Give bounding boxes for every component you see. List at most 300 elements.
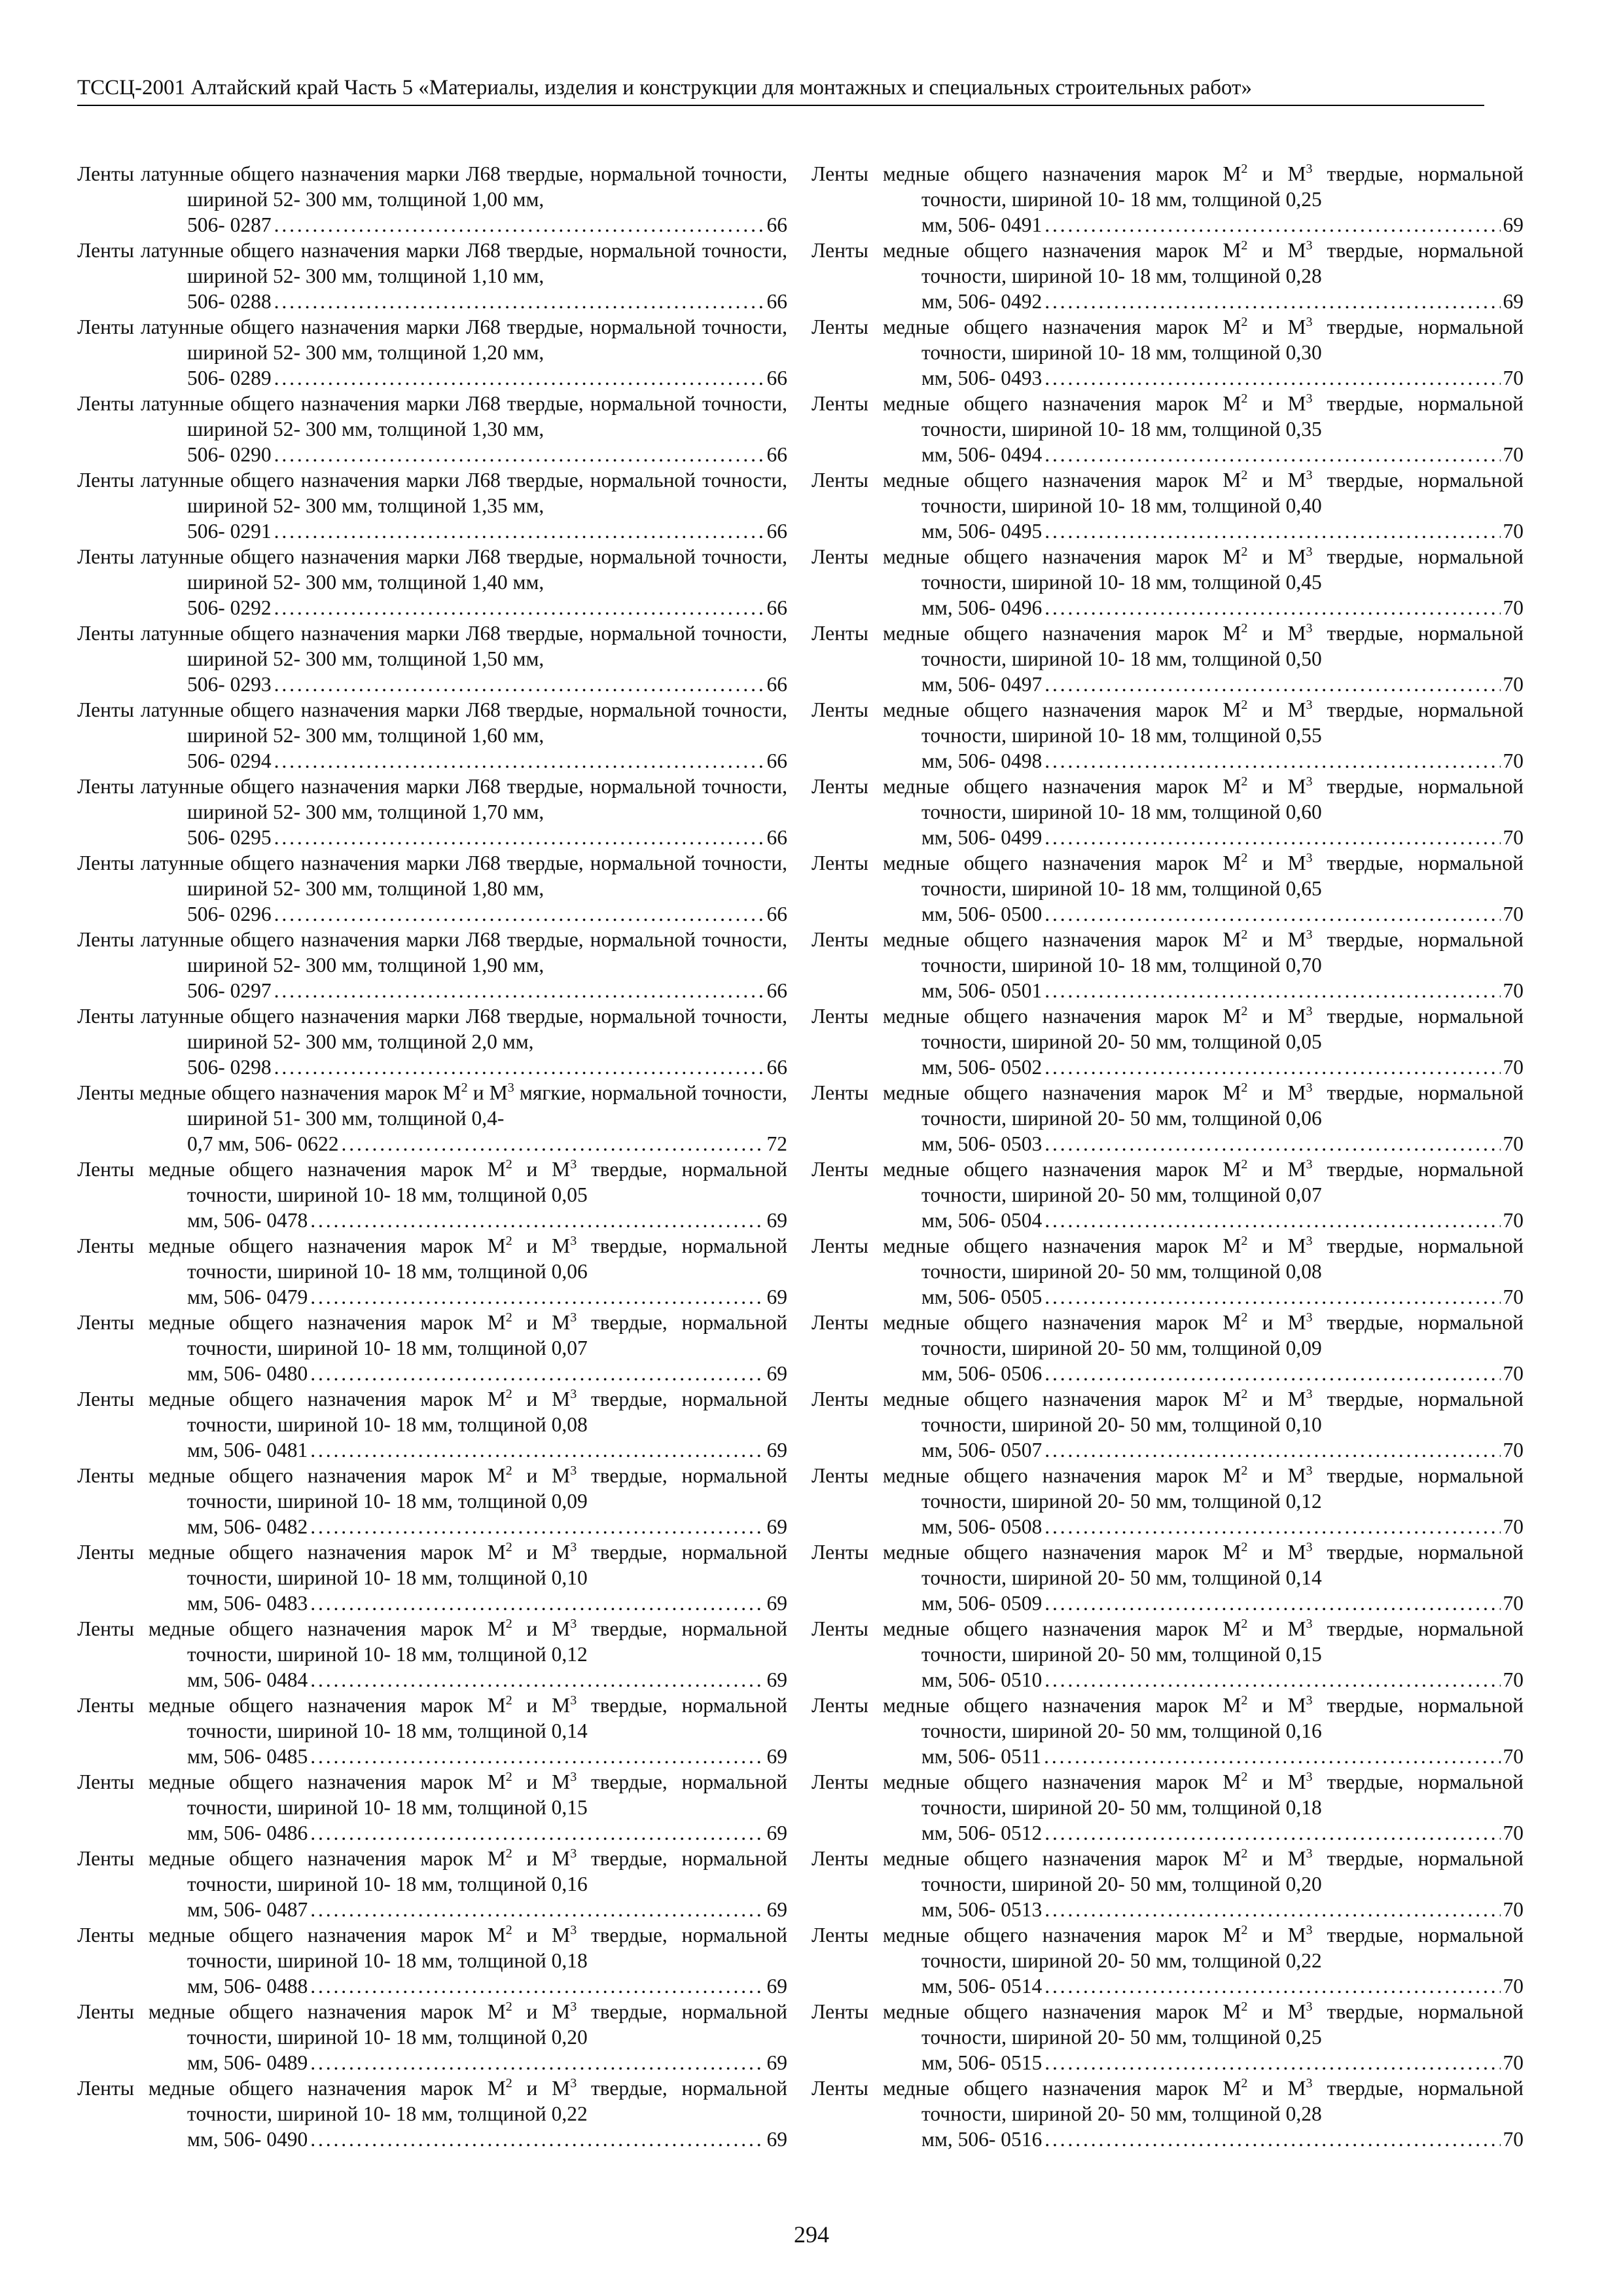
index-entry [812,927,1524,1003]
dot-leader [1044,1437,1500,1463]
entry-code: мм, 506- 0510 [921,1668,1043,1691]
entry-description: Ленты медные общего назначения марок $М^2$ и $М^3$ твердые, нормальной точности, шириной 20- 50 мм, толщиной 0,18 [812,1770,1524,1819]
page-number: 294 [794,2221,829,2248]
entry-page-ref: 69 [766,1898,787,1921]
entry-reference-line [921,1437,1524,1463]
index-entry [77,774,787,850]
entry-code: мм, 506- 0493 [921,367,1043,389]
entry-reference-line [921,442,1524,467]
dot-leader [1044,1208,1500,1233]
entry-description: Ленты латунные общего назначения марки Л68 твердые, нормальной точности, шириной 52- 300 мм, толщиной 1,90 мм, [77,928,787,977]
index-entry [77,1693,787,1769]
entry-description: Ленты медные общего назначения марок $М^2$ и $М^3$ твердые, нормальной точности, шириной 10- 18 мм, толщиной 0,40 [812,468,1524,517]
entry-reference-line [921,518,1524,544]
entry-page-ref: 66 [766,749,787,772]
entry-description: Ленты медные общего назначения марок $М^2$ и $М^3$ твердые, нормальной точности, шириной 10- 18 мм, толщиной 0,50 [812,621,1524,670]
index-entry [77,1922,787,1999]
dot-leader [1044,901,1500,927]
entry-description: Ленты медные общего назначения марок $М^2$ и $М^3$ твердые, нормальной точности, шириной 10- 18 мм, толщиной 0,07 [77,1310,787,1359]
entry-description: Ленты медные общего назначения марок $М^2$ и $М^3$ твердые, нормальной точности, шириной 10- 18 мм, толщиной 0,22 [77,2076,787,2125]
entry-reference-line [921,1590,1524,1616]
entry-code: мм, 506- 0514 [921,1975,1043,1998]
entry-page-ref: 70 [1503,1668,1524,1691]
entry-code: 506- 0296 [187,903,272,925]
index-entry [812,1157,1524,1233]
entry-code: мм, 506- 0485 [187,1745,308,1768]
entry-page-ref: 70 [1503,1132,1524,1155]
entry-description: Ленты медные общего назначения марок $М^2$ и $М^3$ мягкие, нормальной точности, шириной 51- 300 мм, толщиной 0,4- [77,1081,788,1130]
index-entry [77,697,787,774]
dot-leader [274,672,764,697]
entry-code: 506- 0295 [187,826,272,849]
entry-reference-line [187,1054,787,1080]
entry-code: мм, 506- 0495 [921,520,1043,543]
entry-description: Ленты медные общего назначения марок $М^2$ и $М^3$ твердые, нормальной точности, шириной 10- 18 мм, толщиной 0,14 [77,1693,787,1742]
entry-reference-line [187,442,787,467]
entry-page-ref: 70 [1503,1975,1524,1998]
entry-reference-line [921,1973,1524,1999]
entry-description: Ленты медные общего назначения марок $М^2$ и $М^3$ твердые, нормальной точности, шириной 10- 18 мм, толщиной 0,18 [77,1923,787,1972]
entry-code: 506- 0297 [187,979,272,1002]
dot-leader [310,1361,764,1386]
index-entry [77,467,787,544]
entry-page-ref: 70 [1503,1515,1524,1538]
entry-page-ref: 66 [766,213,787,236]
index-entry [812,1080,1524,1157]
entry-code: мм, 506- 0482 [187,1515,308,1538]
entry-reference-line [921,1284,1524,1310]
index-column-right [812,161,1524,2152]
entry-page-ref: 70 [1503,1745,1524,1768]
entry-code: мм, 506- 0488 [187,1975,308,1998]
entry-code: мм, 506- 0505 [921,1285,1043,1308]
index-entry [812,1386,1524,1463]
entry-description: Ленты медные общего назначения марок $М^2$ и $М^3$ твердые, нормальной точности, шириной 20- 50 мм, толщиной 0,09 [812,1310,1524,1359]
entry-code: 506- 0289 [187,367,272,389]
entry-reference-line [921,978,1524,1003]
dot-leader [310,1514,764,1539]
entry-reference-line [187,1514,787,1539]
entry-code: мм, 506- 0508 [921,1515,1043,1538]
entry-reference-line [187,825,787,850]
entry-page-ref: 70 [1503,749,1524,772]
entry-page-ref: 70 [1503,1056,1524,1079]
dot-leader [274,978,764,1003]
entry-code: мм, 506- 0500 [921,903,1043,925]
entry-page-ref: 70 [1503,367,1524,389]
entry-code: мм, 506- 0486 [187,1821,308,1844]
index-entry [77,1769,787,1846]
dot-leader [274,901,764,927]
entry-page-ref: 69 [766,2128,787,2151]
index-entry [77,1999,787,2075]
entry-code: мм, 506- 0512 [921,1821,1043,1844]
entry-page-ref: 70 [1503,903,1524,925]
entry-reference-line [187,1361,787,1386]
index-entry [812,1922,1524,1999]
entry-page-ref: 69 [766,1668,787,1691]
entry-reference-line [187,672,787,697]
entry-reference-line [187,518,787,544]
dot-leader [310,1667,764,1693]
entry-code: 506- 0290 [187,443,272,466]
entry-reference-line [187,365,787,391]
index-entry [812,1310,1524,1386]
entry-reference-line [921,672,1524,697]
entry-page-ref: 66 [766,826,787,849]
entry-code: 506- 0298 [187,1056,272,1079]
entry-reference-line [921,2126,1524,2152]
dot-leader [274,212,764,238]
entry-code: мм, 506- 0494 [921,443,1043,466]
entry-code: мм, 506- 0503 [921,1132,1043,1155]
dot-leader [1044,978,1500,1003]
entry-reference-line [187,1744,787,1769]
dot-leader [310,2050,764,2075]
dot-leader [1044,1361,1500,1386]
entry-reference-line [921,1820,1524,1846]
entry-description: Ленты медные общего назначения марок $М^2$ и $М^3$ твердые, нормальной точности, шириной 10- 18 мм, толщиной 0,55 [812,698,1524,747]
entry-reference-line [921,212,1524,238]
dot-leader [310,1437,764,1463]
dot-leader [310,1897,764,1922]
dot-leader [1044,518,1500,544]
entry-reference-line [921,901,1524,927]
entry-page-ref: 69 [766,1209,787,1232]
entry-code: 506- 0287 [187,213,272,236]
entry-code: мм, 506- 0498 [921,749,1043,772]
entry-description: Ленты медные общего назначения марок $М^2$ и $М^3$ твердые, нормальной точности, шириной 10- 18 мм, толщиной 0,65 [812,851,1524,900]
entry-reference-line [187,978,787,1003]
index-entry [77,850,787,927]
index-entry [77,391,787,467]
entry-description: Ленты латунные общего назначения марки Л68 твердые, нормальной точности, шириной 52- 300 мм, толщиной 1,10 мм, [77,239,787,287]
index-entry [812,697,1524,774]
entry-reference-line [187,748,787,774]
entry-description: Ленты медные общего назначения марок $М^2$ и $М^3$ твердые, нормальной точности, шириной 10- 18 мм, толщиной 0,12 [77,1617,787,1666]
entry-reference-line [187,901,787,927]
entry-page-ref: 70 [1503,1821,1524,1844]
entry-page-ref: 66 [766,979,787,1002]
index-entry [812,1846,1524,1922]
entry-page-ref: 66 [766,1056,787,1079]
entry-page-ref: 70 [1503,1362,1524,1385]
dot-leader [274,595,764,620]
index-entry [77,1310,787,1386]
entry-reference-line [187,289,787,314]
entry-code: мм, 506- 0509 [921,1592,1043,1615]
entry-reference-line [187,1284,787,1310]
index-entry [812,1233,1524,1310]
entry-code: мм, 506- 0507 [921,1439,1043,1462]
entry-reference-line [921,1054,1524,1080]
entry-description: Ленты медные общего назначения марок $М^2$ и $М^3$ твердые, нормальной точности, шириной 20- 50 мм, толщиной 0,25 [812,2000,1524,2049]
entry-page-ref: 66 [766,596,787,619]
dot-leader [310,2126,764,2152]
entry-description: Ленты медные общего назначения марок $М^2$ и $М^3$ твердые, нормальной точности, шириной 10- 18 мм, толщиной 0,60 [812,774,1524,823]
entry-description: Ленты медные общего назначения марок $М^2$ и $М^3$ твердые, нормальной точности, шириной 20- 50 мм, толщиной 0,08 [812,1234,1524,1283]
dot-leader [1044,1667,1500,1693]
entry-description: Ленты медные общего назначения марок $М^2$ и $М^3$ твердые, нормальной точности, шириной 10- 18 мм, толщиной 0,06 [77,1234,787,1283]
entry-description: Ленты медные общего назначения марок $М^2$ и $М^3$ твердые, нормальной точности, шириной 20- 50 мм, толщиной 0,12 [812,1463,1524,1513]
entry-page-ref: 66 [766,520,787,543]
dot-leader [1044,2050,1500,2075]
entry-description: Ленты медные общего назначения марок $М^2$ и $М^3$ твердые, нормальной точности, шириной 10- 18 мм, толщиной 0,15 [77,1770,787,1819]
dot-leader [274,518,764,544]
entry-page-ref: 70 [1503,2128,1524,2151]
entry-reference-line [921,289,1524,314]
entry-description: Ленты латунные общего назначения марки Л68 твердые, нормальной точности, шириной 52- 300 мм, толщиной 1,30 мм, [77,392,787,440]
entry-page-ref: 66 [766,903,787,925]
entry-reference-line [921,2050,1524,2075]
entry-description: Ленты медные общего назначения марок $М^2$ и $М^3$ твердые, нормальной точности, шириной 20- 50 мм, толщиной 0,16 [812,1693,1524,1742]
entry-description: Ленты медные общего назначения марок $М^2$ и $М^3$ твердые, нормальной точности, шириной 10- 18 мм, толщиной 0,09 [77,1463,787,1513]
entry-code: мм, 506- 0489 [187,2051,308,2074]
entry-page-ref: 66 [766,290,787,313]
entry-description: Ленты медные общего назначения марок $М^2$ и $М^3$ твердые, нормальной точности, шириной 20- 50 мм, толщиной 0,10 [812,1387,1524,1436]
dot-leader [1044,1897,1500,1922]
entry-page-ref: 70 [1503,1285,1524,1308]
entry-code: мм, 506- 0487 [187,1898,308,1921]
dot-leader [310,1744,764,1769]
index-column-left [77,161,787,2152]
entry-code: мм, 506- 0490 [187,2128,308,2151]
index-entry [812,314,1524,391]
entry-code: мм, 506- 0478 [187,1209,308,1232]
dot-leader [1044,1131,1500,1157]
entry-reference-line [187,1897,787,1922]
entry-reference-line [921,1744,1524,1769]
entry-code: 0,7 мм, 506- 0622 [187,1132,339,1155]
index-entry [77,544,787,620]
entry-code: мм, 506- 0492 [921,290,1043,313]
index-entry [77,1846,787,1922]
entry-description: Ленты латунные общего назначения марки Л68 твердые, нормальной точности, шириной 52- 300 мм, толщиной 1,80 мм, [77,852,787,900]
dot-leader [274,748,764,774]
entry-reference-line [921,1897,1524,1922]
index-entry [77,2075,787,2152]
entry-description: Ленты латунные общего назначения марки Л68 твердые, нормальной точности, шириной 52- 300 мм, толщиной 1,00 мм, [77,162,787,211]
index-entry [812,161,1524,238]
entry-code: мм, 506- 0513 [921,1898,1043,1921]
entry-reference-line [921,1208,1524,1233]
entry-reference-line [921,1514,1524,1539]
entry-description: Ленты латунные общего назначения марки Л68 твердые, нормальной точности, шириной 52- 300 мм, толщиной 1,70 мм, [77,775,787,823]
index-entry [812,1999,1524,2075]
entry-page-ref: 69 [766,1821,787,1844]
entry-code: 506- 0294 [187,749,272,772]
entry-code: мм, 506- 0516 [921,2128,1043,2151]
entry-reference-line [187,1131,787,1157]
dot-leader [310,1208,764,1233]
dot-leader [310,1590,764,1616]
entry-page-ref: 70 [1503,1898,1524,1921]
entry-code: 506- 0293 [187,673,272,696]
entry-page-ref: 70 [1503,2051,1524,2074]
entry-code: 506- 0288 [187,290,272,313]
entry-page-ref: 69 [766,1439,787,1462]
entry-page-ref: 69 [766,1745,787,1768]
entry-page-ref: 69 [766,1975,787,1998]
entry-reference-line [187,595,787,620]
index-entry [812,850,1524,927]
dot-leader [1044,365,1500,391]
entry-reference-line [187,1208,787,1233]
entry-description: Ленты медные общего назначения марок $М^2$ и $М^3$ твердые, нормальной точности, шириной 10- 18 мм, толщиной 0,28 [812,238,1524,287]
index-entry [812,1769,1524,1846]
entry-description: Ленты медные общего назначения марок $М^2$ и $М^3$ твердые, нормальной точности, шириной 10- 18 мм, толщиной 0,05 [77,1157,787,1206]
dot-leader [1044,1744,1500,1769]
entry-page-ref: 66 [766,367,787,389]
dot-leader [1044,212,1500,238]
entry-code: мм, 506- 0479 [187,1285,308,1308]
entry-code: 506- 0291 [187,520,272,543]
index-entry [77,1463,787,1539]
entry-description: Ленты латунные общего назначения марки Л68 твердые, нормальной точности, шириной 52- 300 мм, толщиной 1,40 мм, [77,545,787,594]
dot-leader [1044,1590,1500,1616]
entry-code: мм, 506- 0502 [921,1056,1043,1079]
entry-page-ref: 66 [766,673,787,696]
entry-description: Ленты медные общего назначения марок $М^2$ и $М^3$ твердые, нормальной точности, шириной 20- 50 мм, толщиной 0,06 [812,1081,1524,1130]
entry-reference-line [187,2126,787,2152]
index-entry [77,1233,787,1310]
entry-page-ref: 69 [1503,213,1524,236]
entry-page-ref: 69 [766,1362,787,1385]
index-entry [812,544,1524,620]
entry-description: Ленты медные общего назначения марок $М^2$ и $М^3$ твердые, нормальной точности, шириной 10- 18 мм, толщиной 0,20 [77,2000,787,2049]
entry-code: мм, 506- 0497 [921,673,1043,696]
entry-code: 506- 0292 [187,596,272,619]
entry-description: Ленты медные общего назначения марок $М^2$ и $М^3$ твердые, нормальной точности, шириной 10- 18 мм, толщиной 0,10 [77,1540,787,1589]
entry-page-ref: 70 [1503,979,1524,1002]
entry-reference-line [921,1361,1524,1386]
dot-leader [1044,289,1500,314]
entry-code: мм, 506- 0491 [921,213,1043,236]
entry-page-ref: 70 [1503,826,1524,849]
index-entry [812,238,1524,314]
entry-page-ref: 70 [1503,443,1524,466]
dot-leader [274,442,764,467]
entry-reference-line [187,1437,787,1463]
entry-reference-line [921,1131,1524,1157]
entry-code: мм, 506- 0511 [921,1745,1042,1768]
entry-reference-line [187,1820,787,1846]
index-entry [77,1616,787,1693]
dot-leader [1044,1973,1500,1999]
dot-leader [1044,442,1500,467]
entry-description: Ленты медные общего назначения марок $М^2$ и $М^3$ твердые, нормальной точности, шириной 20- 50 мм, толщиной 0,07 [812,1157,1524,1206]
entry-reference-line [187,1973,787,1999]
entry-description: Ленты медные общего назначения марок $М^2$ и $М^3$ твердые, нормальной точности, шириной 10- 18 мм, толщиной 0,45 [812,545,1524,594]
entry-code: мм, 506- 0484 [187,1668,308,1691]
dot-leader [1044,1054,1500,1080]
dot-leader [310,1284,764,1310]
entry-page-ref: 69 [1503,290,1524,313]
entry-description: Ленты медные общего назначения марок $М^2$ и $М^3$ твердые, нормальной точности, шириной 20- 50 мм, толщиной 0,28 [812,2076,1524,2125]
entry-reference-line [187,212,787,238]
entry-description: Ленты медные общего назначения марок $М^2$ и $М^3$ твердые, нормальной точности, шириной 10- 18 мм, толщиной 0,30 [812,315,1524,364]
index-entry [812,1463,1524,1539]
entry-code: мм, 506- 0515 [921,2051,1043,2074]
entry-page-ref: 70 [1503,1209,1524,1232]
entry-code: мм, 506- 0504 [921,1209,1043,1232]
entry-description: Ленты медные общего назначения марок $М^2$ и $М^3$ твердые, нормальной точности, шириной 10- 18 мм, толщиной 0,25 [812,162,1524,211]
entry-description: Ленты латунные общего назначения марки Л68 твердые, нормальной точности, шириной 52- 300 мм, толщиной 1,35 мм, [77,469,787,517]
entry-description: Ленты медные общего назначения марок $М^2$ и $М^3$ твердые, нормальной точности, шириной 10- 18 мм, толщиной 0,35 [812,391,1524,440]
entry-reference-line [921,595,1524,620]
entry-code: мм, 506- 0501 [921,979,1043,1002]
entry-description: Ленты латунные общего назначения марки Л68 твердые, нормальной точности, шириной 52- 300 мм, толщиной 1,60 мм, [77,698,787,747]
entry-code: мм, 506- 0499 [921,826,1043,849]
entry-page-ref: 70 [1503,520,1524,543]
index-entry [77,314,787,391]
dot-leader [1044,2126,1500,2152]
entry-description: Ленты медные общего назначения марок $М^2$ и $М^3$ твердые, нормальной точности, шириной 10- 18 мм, толщиной 0,08 [77,1387,787,1436]
index-entry [77,1080,787,1157]
index-entry [77,238,787,314]
entry-code: мм, 506- 0506 [921,1362,1043,1385]
index-entry [812,1693,1524,1769]
entry-page-ref: 66 [766,443,787,466]
index-entry [77,620,787,697]
entry-description: Ленты медные общего назначения марок $М^2$ и $М^3$ твердые, нормальной точности, шириной 20- 50 мм, толщиной 0,05 [812,1004,1524,1053]
entry-page-ref: 69 [766,1515,787,1538]
dot-leader [310,1973,764,1999]
entry-description: Ленты латунные общего назначения марки Л68 твердые, нормальной точности, шириной 52- 300 мм, толщиной 2,0 мм, [77,1005,787,1053]
entry-reference-line [187,2050,787,2075]
entry-description: Ленты латунные общего назначения марки Л68 твердые, нормальной точности, шириной 52- 300 мм, толщиной 1,50 мм, [77,622,787,670]
dot-leader [1044,1514,1500,1539]
entry-page-ref: 69 [766,2051,787,2074]
entry-code: мм, 506- 0480 [187,1362,308,1385]
entry-page-ref: 69 [766,1285,787,1308]
index-entry [812,1616,1524,1693]
dot-leader [341,1131,764,1157]
page-header: ТССЦ-2001 Алтайский край Часть 5 «Материалы, изделия и конструкции для монтажных и специальных строительных работ» [77,73,1484,106]
index-entry [812,620,1524,697]
entry-description: Ленты медные общего назначения марок $М^2$ и $М^3$ твердые, нормальной точности, шириной 20- 50 мм, толщиной 0,14 [812,1540,1524,1589]
index-entry [812,391,1524,467]
dot-leader [1044,1284,1500,1310]
dot-leader [310,1820,764,1846]
dot-leader [274,365,764,391]
index-entry [812,467,1524,544]
entry-reference-line [187,1667,787,1693]
entry-code: мм, 506- 0481 [187,1439,308,1462]
entry-description: Ленты медные общего назначения марок $М^2$ и $М^3$ твердые, нормальной точности, шириной 10- 18 мм, толщиной 0,16 [77,1846,787,1895]
entry-description: Ленты медные общего назначения марок $М^2$ и $М^3$ твердые, нормальной точности, шириной 10- 18 мм, толщиной 0,70 [812,927,1524,977]
index-entry [77,1539,787,1616]
entry-reference-line [921,365,1524,391]
dot-leader [1044,595,1500,620]
index-entry [77,927,787,1003]
dot-leader [274,289,764,314]
entry-reference-line [921,825,1524,850]
index-entry [812,1003,1524,1080]
entry-description: Ленты медные общего назначения марок $М^2$ и $М^3$ твердые, нормальной точности, шириной 20- 50 мм, толщиной 0,22 [812,1923,1524,1972]
entry-code: мм, 506- 0483 [187,1592,308,1615]
entry-description: Ленты латунные общего назначения марки Л68 твердые, нормальной точности, шириной 52- 300 мм, толщиной 1,20 мм, [77,315,787,364]
entry-description: Ленты медные общего назначения марок $М^2$ и $М^3$ твердые, нормальной точности, шириной 20- 50 мм, толщиной 0,20 [812,1846,1524,1895]
entry-page-ref: 70 [1503,596,1524,619]
index-entry [77,1386,787,1463]
index-entry [77,161,787,238]
entry-page-ref: 70 [1503,673,1524,696]
dot-leader [1044,748,1500,774]
dot-leader [274,1054,764,1080]
dot-leader [274,825,764,850]
entry-reference-line [921,1667,1524,1693]
